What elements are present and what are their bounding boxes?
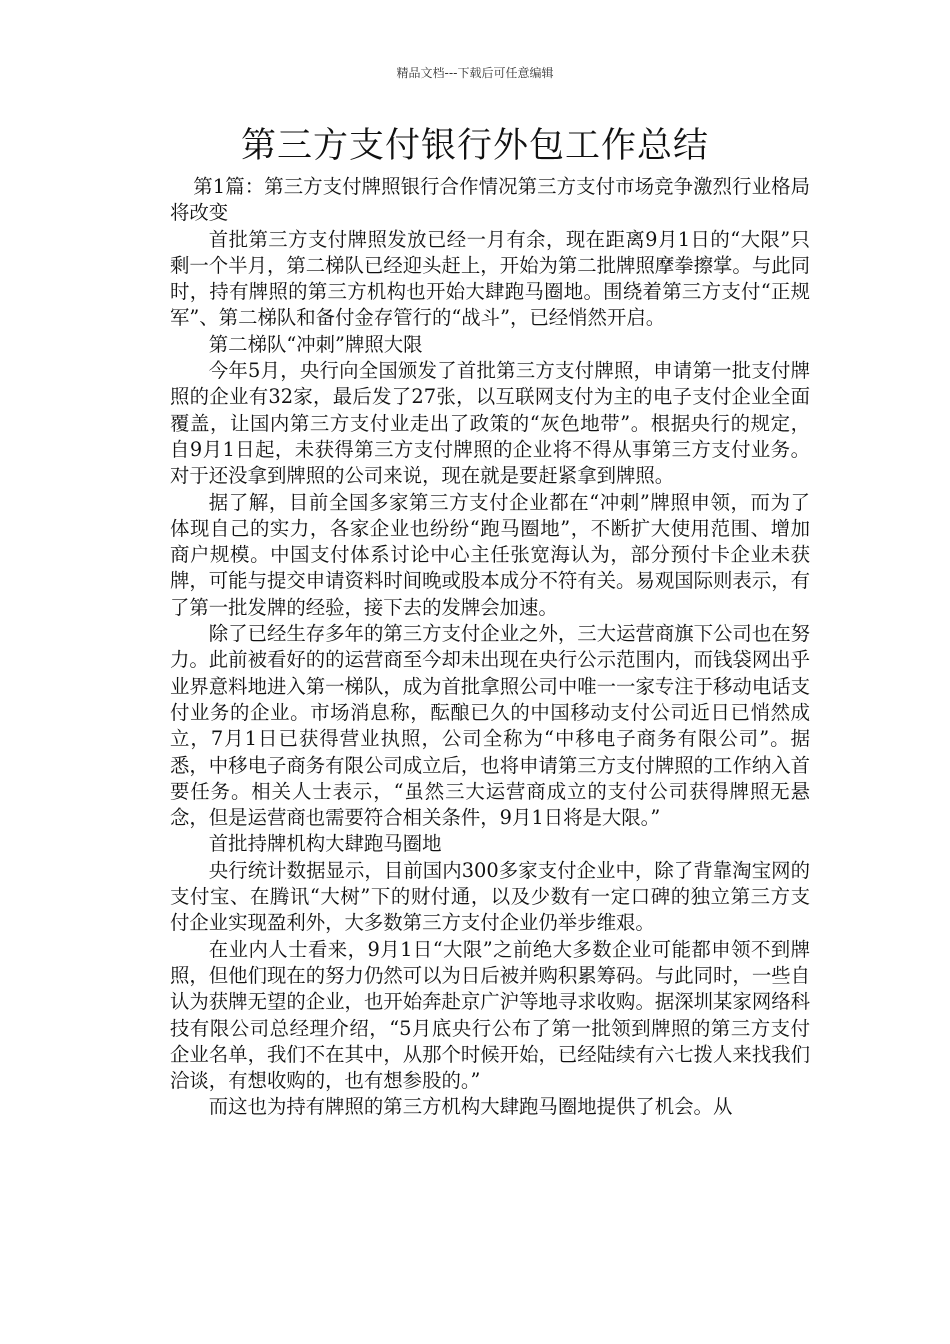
paragraph: 据了解，目前全国多家第三方支付企业都在“冲刺”牌照申领，而为了体现自己的实力，各家企业也纷纷“跑马圈地”，不断扩大使用范围、增加商户规模。中国支付体系讨论中心主任张宽海认为，部分预付卡企业未获牌，可能与提交申请资料时间晚或股本成分不符有关。易观国际则表示，有了第一批发牌的经验，接下去的发牌会加速。 — [170, 490, 810, 619]
paragraph-subheading: 第二梯队“冲刺”牌照大限 — [208, 332, 423, 356]
paragraph: 而这也为持有牌照的第三方机构大肆跑马圈地提供了机会。从 — [208, 1095, 733, 1119]
paragraph: 今年5月，央行向全国颁发了首批第三方支付牌照，申请第一批支付牌照的企业有32家，最后发了27张，以互联网支付为主的电子支付企业全面覆盖，让国内第三方支付业走出了政策的“灰色地带”。根据央行的规定，自9月1日起，未获得第三方支付牌照的企业将不得从事第三方支付业务。对于还没拿到牌照的公司来说，现在就是要赶紧拿到牌照。 — [170, 359, 810, 488]
paragraph: 在业内人士看来，9月1日“大限”之前绝大多数企业可能都申领不到牌照，但他们现在的努力仍然可以为日后被并购积累筹码。与此同时，一些自认为获牌无望的企业，也开始奔赴京广沪等地寻求收购。据深圳某家网络科技有限公司总经理介绍，“5月底央行公布了第一批领到牌照的第三方支付企业名单，我们不在其中，从那个时候开始，已经陆续有六七拨人来找我们洽谈，有想收购的，也有想参股的。” — [170, 937, 810, 1093]
paragraph-subheading: 首批持牌机构大肆跑马圈地 — [208, 832, 442, 856]
document-body — [170, 174, 810, 1121]
paragraph: 首批第三方支付牌照发放已经一月有余，现在距离9月1日的“大限”只剩一个半月，第二梯队已经迎头赶上，开始为第二批牌照摩拳擦掌。与此同时，持有牌照的第三方机构也开始大肆跑马圈地。围绕着第三方支付“正规军”、第二梯队和备付金存管行的“战斗”，已经悄然开启。 — [170, 227, 810, 330]
header-note: 精品文档---下载后可任意编辑 — [396, 66, 554, 80]
document-title: 第三方支付银行外包工作总结 — [240, 126, 709, 166]
paragraph: 除了已经生存多年的第三方支付企业之外，三大运营商旗下公司也在努力。此前被看好的的运营商至今却未出现在央行公示范围内，而钱袋网出乎业界意料地进入第一梯队，成为首批拿照公司中唯一一家专注于移动电话支付业务的企业。市场消息称，酝酿已久的中国移动支付公司近日已悄然成立，7月1日已获得营业执照，公司全称为“中移电子商务有限公司”。据悉，中移电子商务有限公司成立后，也将申请第三方支付牌照的工作纳入首要任务。相关人士表示，“虽然三大运营商成立的支付公司获得牌照无悬念，但是运营商也需要符合相关条件，9月1日将是大限。” — [170, 622, 810, 830]
paragraph-section-heading: 第1篇：第三方支付牌照银行合作情况第三方支付市场竞争激烈行业格局将改变 — [170, 175, 810, 225]
paragraph: 央行统计数据显示，目前国内300多家支付企业中，除了背靠淘宝网的支付宝、在腾讯“大树”下的财付通，以及少数有一定口碑的独立第三方支付企业实现盈利外，大多数第三方支付企业仍举步维艰。 — [170, 858, 810, 935]
